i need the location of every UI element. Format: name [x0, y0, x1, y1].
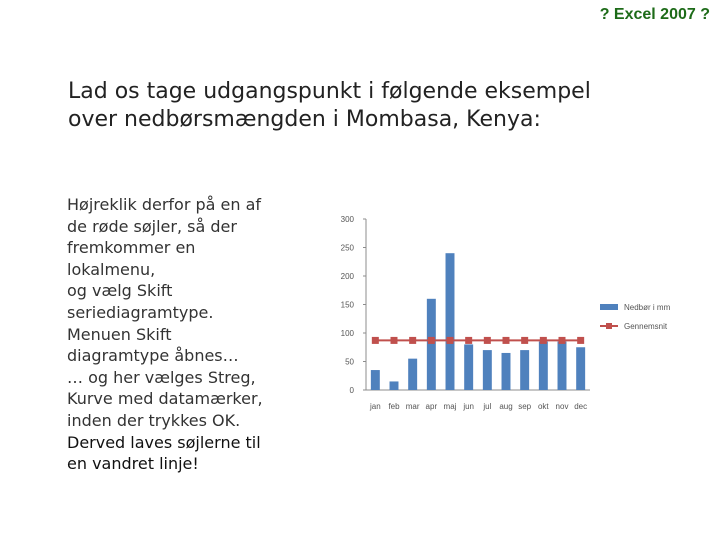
legend-label-average: Gennemsnit — [624, 322, 668, 331]
legend-label-rainfall: Nedbør i mm — [624, 303, 671, 312]
chart-legend — [600, 303, 671, 331]
y-tick-label: 250 — [340, 243, 354, 253]
instruction-line: fremkommer en — [67, 238, 196, 258]
average-marker — [559, 337, 566, 344]
heading-line: Lad os tage udgangspunkt i følgende eksempel — [68, 79, 591, 104]
x-tick-label: jun — [463, 402, 475, 411]
rainfall-bar — [539, 342, 548, 390]
x-tick-label: nov — [555, 402, 569, 411]
average-marker — [484, 337, 491, 344]
plot-area — [341, 215, 590, 411]
legend-line-marker — [606, 323, 612, 329]
instruction-text — [67, 194, 317, 475]
rainfall-bar — [446, 253, 455, 390]
y-tick-label: 100 — [340, 329, 354, 338]
x-tick-label: mar — [405, 402, 420, 411]
y-tick-label: 50 — [345, 357, 354, 367]
rainfall-bar — [520, 350, 529, 390]
instruction-line: Derved laves søjlerne til — [67, 432, 261, 452]
instruction-line: diagramtype åbnes… — [67, 346, 239, 366]
instruction-line: og vælg Skift — [67, 281, 173, 301]
average-marker — [577, 337, 584, 344]
x-tick-label: dec — [574, 402, 588, 411]
y-tick-label: 300 — [340, 215, 354, 224]
x-tick-label: feb — [388, 402, 400, 411]
legend-bar-swatch — [600, 304, 618, 310]
rainfall-bar — [464, 344, 473, 390]
instruction-line: Kurve med datamærker, — [67, 389, 263, 409]
average-marker — [465, 337, 472, 344]
instruction-line: lokalmenu, — [67, 259, 156, 279]
average-marker — [521, 337, 528, 344]
instruction-line: en vandret linje! — [67, 454, 199, 474]
instruction-line: … og her vælges Streg, — [67, 367, 256, 387]
y-tick-label: 150 — [340, 300, 354, 310]
x-tick-label: aug — [499, 402, 513, 411]
rainfall-bar — [502, 353, 511, 390]
excel-version-label: ? Excel 2007 ? — [599, 6, 710, 23]
y-tick-label: 0 — [349, 386, 354, 395]
x-tick-label: jan — [369, 402, 381, 411]
rainfall-bar — [371, 370, 380, 390]
rainfall-bar — [483, 350, 492, 390]
average-marker — [409, 337, 416, 344]
rainfall-bar — [558, 342, 567, 390]
instruction-line: de røde søjler, så der — [67, 216, 237, 236]
y-tick-label: 200 — [340, 272, 354, 281]
heading-line: over nedbørsmængden i Mombasa, Kenya: — [68, 107, 541, 132]
instruction-line: Højreklik derfor på en af — [67, 195, 262, 214]
rainfall-bar — [427, 299, 436, 390]
average-marker — [503, 337, 510, 344]
average-marker — [447, 337, 454, 344]
instruction-line: Menuen Skift — [67, 324, 172, 344]
instruction-line: seriediagramtype. — [67, 302, 214, 322]
x-tick-label: apr — [425, 402, 438, 411]
x-tick-label: maj — [443, 402, 457, 411]
page-heading — [68, 78, 678, 134]
average-marker — [540, 337, 547, 344]
average-marker — [391, 337, 398, 344]
instruction-line: inden der trykkes OK. — [67, 410, 241, 430]
average-marker — [372, 337, 379, 344]
rainfall-bar — [576, 347, 585, 390]
x-tick-label: okt — [537, 402, 549, 411]
rainfall-bar — [408, 359, 417, 390]
x-tick-label: sep — [518, 402, 532, 411]
rainfall-bar — [390, 381, 399, 390]
average-marker — [428, 337, 435, 344]
x-tick-label: jul — [483, 402, 492, 411]
rainfall-chart — [328, 205, 693, 415]
